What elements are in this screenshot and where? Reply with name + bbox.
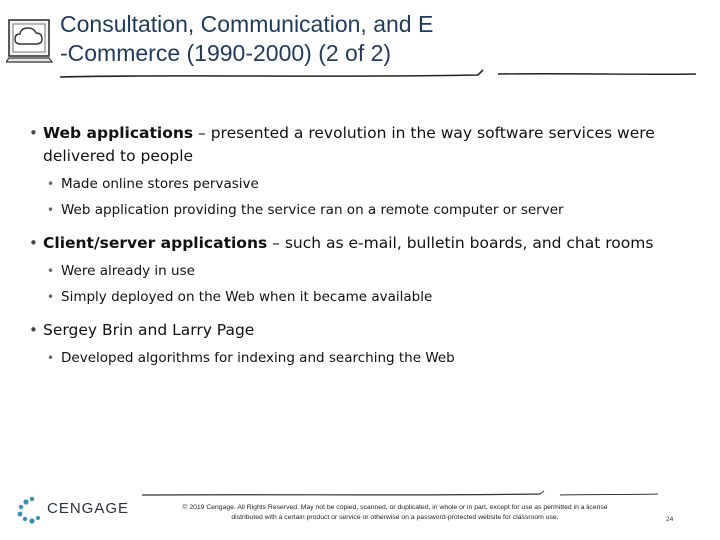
bullet-web-applications [29,122,683,168]
sub-bullet-marker: • [47,290,55,304]
sub-bullet [47,348,681,368]
sub-bullet-text: Developed algorithms for indexing and searching the Web [61,350,455,366]
footer-divider [140,488,660,500]
sub-bullet-text: Were already in use [61,263,195,279]
bullet-client-server [29,232,683,255]
title-underline [58,68,698,82]
sub-bullet [47,287,681,307]
bullet-bold-term: Web applications [43,124,194,142]
bullet-marker: • [29,234,38,252]
cloud-laptop-icon [6,12,56,74]
bullet-text: – presented a revolution in the way software services were delivered to people [43,124,655,165]
bullet-text: – such as e-mail, bulletin boards, and chat rooms [267,234,654,252]
sub-bullet-marker: • [47,177,55,191]
bullet-bold-term: Client/server applications [43,234,268,252]
page-number: 24 [666,516,674,523]
title-line-1: Consultation, Communication, and E [60,11,434,37]
sub-bullet-marker: • [47,203,55,217]
bullet-marker: • [29,124,38,142]
sub-bullet-text: Web application providing the service ran on a remote computer or server [61,202,564,218]
copyright-notice [140,503,650,523]
sub-bullet [47,200,681,220]
copyright-line-1: © 2019 Cengage. All Rights Reserved. May not be copied, scanned, or duplicated, in whole or in part, except for use as permitted in a license [182,504,608,511]
bullet-brin-page [29,319,683,342]
page-title [60,10,660,68]
cengage-brand: CENGAGE [47,500,130,517]
bullet-marker: • [29,321,38,339]
sub-bullet [47,261,681,281]
title-line-2: -Commerce (1990-2000) (2 of 2) [60,40,392,66]
copyright-line-2: distributed with a certain product or service or otherwise on a password-protected website for classroom use. [231,514,559,521]
sub-bullet-text: Simply deployed on the Web when it became available [61,289,433,305]
bullet-text: Sergey Brin and Larry Page [43,321,255,339]
sub-bullet-text: Made online stores pervasive [61,176,259,192]
sub-bullet-marker: • [47,264,55,278]
sub-bullet-marker: • [47,351,55,365]
sub-bullet [47,174,681,194]
